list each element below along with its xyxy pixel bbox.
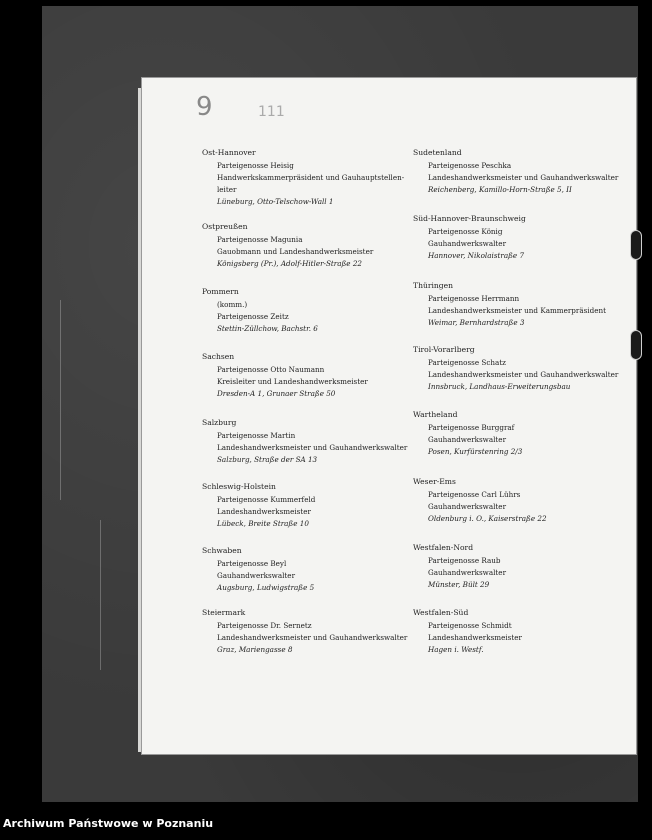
- entry-address: Lübeck, Breite Straße 10: [217, 519, 309, 528]
- directory-entry-wartheland: [413, 410, 522, 458]
- region-name: Wartheland: [413, 410, 458, 419]
- entry-line: Gauhandwerkswalter: [428, 239, 506, 248]
- directory-entry-ost-hannover: [202, 148, 404, 208]
- directory-entry-ostpreussen: [202, 222, 373, 270]
- entry-line: Kreisleiter und Landeshandwerksmeister: [217, 377, 368, 386]
- entry-line: Parteigenosse Beyl: [217, 559, 287, 568]
- archive-name: Archiwum Państwowe w Poznaniu: [3, 817, 214, 830]
- directory-entry-sued-hannover-braunschweig: [413, 214, 526, 262]
- entry-address: Münster, Bült 29: [428, 580, 490, 589]
- entry-address: Reichenberg, Kamillo-Horn-Straße 5, II: [428, 185, 572, 194]
- entry-line: Parteigenosse Herrmann: [428, 294, 520, 303]
- entry-line: (komm.): [217, 300, 248, 309]
- entry-address: Oldenburg i. O., Kaiserstraße 22: [428, 514, 547, 523]
- entry-line: Parteigenosse Heisig: [217, 161, 294, 170]
- entry-line: leiter: [217, 185, 237, 194]
- scan-scratch: [60, 300, 61, 500]
- entry-line: Gauhandwerkswalter: [217, 571, 295, 580]
- entry-line: Landeshandwerksmeister und Gauhandwerkswalter: [217, 633, 408, 642]
- entry-line: Landeshandwerksmeister und Kammerpräsident: [428, 306, 606, 315]
- entry-line: Parteigenosse Raub: [428, 556, 501, 565]
- region-name: Süd-Hannover-Braunschweig: [413, 214, 526, 223]
- entry-line: Parteigenosse Otto Naumann: [217, 365, 325, 374]
- punch-hole: [630, 230, 642, 260]
- entry-address: Königsberg (Pr.), Adolf-Hitler-Straße 22: [217, 259, 362, 268]
- scan-scratch: [100, 520, 101, 670]
- entry-line: Landeshandwerksmeister: [428, 633, 522, 642]
- page-number: 9: [196, 92, 213, 122]
- entry-line: Gauhandwerkswalter: [428, 435, 506, 444]
- region-name: Sachsen: [202, 352, 235, 361]
- entry-line: Gauobmann und Landeshandwerksmeister: [217, 247, 374, 256]
- entry-line: Parteigenosse Magunia: [217, 235, 303, 244]
- entry-line: Parteigenosse Carl Lührs: [428, 490, 521, 499]
- entry-line: Parteigenosse König: [428, 227, 503, 236]
- region-name: Steiermark: [202, 608, 246, 617]
- entry-address: Lüneburg, Otto-Telschow-Wall 1: [217, 197, 334, 206]
- region-name: Tirol-Vorarlberg: [413, 345, 475, 354]
- entry-address: Hannover, Nikolaistraße 7: [428, 251, 525, 260]
- entry-address: Stettin-Züllchow, Bachstr. 6: [217, 324, 318, 333]
- region-name: Sudetenland: [413, 148, 462, 157]
- entry-address: Innsbruck, Landhaus-Erweiterungsbau: [428, 382, 571, 391]
- directory-entry-tirol-vorarlberg: [413, 345, 618, 393]
- region-name: Weser-Ems: [413, 477, 456, 486]
- region-name: Pommern: [202, 287, 239, 296]
- entry-address: Salzburg, Straße der SA 13: [217, 455, 318, 464]
- directory-entry-steiermark: [202, 608, 407, 656]
- entry-address: Dresden-A 1, Grunaer Straße 50: [217, 389, 336, 398]
- directory-entry-thueringen: [413, 281, 606, 329]
- entry-line: Landeshandwerksmeister und Gauhandwerkswalter: [428, 370, 619, 379]
- entry-line: Landeshandwerksmeister: [217, 507, 311, 516]
- directory-entry-salzburg: [202, 418, 407, 466]
- directory-entry-westfalen-nord: [413, 543, 506, 591]
- punch-hole: [630, 330, 642, 360]
- entry-line: Parteigenosse Schatz: [428, 358, 506, 367]
- region-name: Salzburg: [202, 418, 237, 427]
- directory-entry-weser-ems: [413, 477, 547, 525]
- directory-entry-pommern: [202, 287, 318, 335]
- directory-entry-westfalen-sued: [413, 608, 522, 656]
- directory-entry-schwaben: [202, 546, 314, 594]
- region-name: Schwaben: [202, 546, 242, 555]
- region-name: Schleswig-Holstein: [202, 482, 276, 491]
- entry-line: Gauhandwerkswalter: [428, 502, 506, 511]
- entry-line: Parteigenosse Martin: [217, 431, 296, 440]
- directory-entry-schleswig-holstein: [202, 482, 315, 530]
- entry-line: Handwerkskammerpräsident und Gauhauptstellen-: [217, 173, 405, 182]
- region-name: Ostpreußen: [202, 222, 248, 231]
- entry-address: Weimar, Bernhardstraße 3: [428, 318, 525, 327]
- region-name: Westfalen-Süd: [413, 608, 469, 617]
- entry-address: Posen, Kurfürstenring 2/3: [428, 447, 523, 456]
- entry-line: Parteigenosse Schmidt: [428, 621, 512, 630]
- directory-entry-sachsen: [202, 352, 368, 400]
- region-name: Ost-Hannover: [202, 148, 256, 157]
- region-name: Thüringen: [413, 281, 454, 290]
- entry-line: Parteigenosse Dr. Sernetz: [217, 621, 312, 630]
- page-mark: 111: [258, 104, 285, 120]
- entry-line: Parteigenosse Peschka: [428, 161, 512, 170]
- entry-line: Parteigenosse Kummerfeld: [217, 495, 316, 504]
- region-name: Westfalen-Nord: [413, 543, 474, 552]
- entry-address: Graz, Mariengasse 8: [217, 645, 293, 654]
- entry-line: Parteigenosse Zeitz: [217, 312, 289, 321]
- entry-address: Hagen i. Westf.: [428, 645, 484, 654]
- entry-line: Gauhandwerkswalter: [428, 568, 506, 577]
- entry-address: Augsburg, Ludwigstraße 5: [217, 583, 315, 592]
- entry-line: Parteigenosse Burggraf: [428, 423, 515, 432]
- entry-line: Landeshandwerksmeister und Gauhandwerkswalter: [217, 443, 408, 452]
- entry-line: Landeshandwerksmeister und Gauhandwerkswalter: [428, 173, 619, 182]
- directory-entry-sudetenland: [413, 148, 618, 196]
